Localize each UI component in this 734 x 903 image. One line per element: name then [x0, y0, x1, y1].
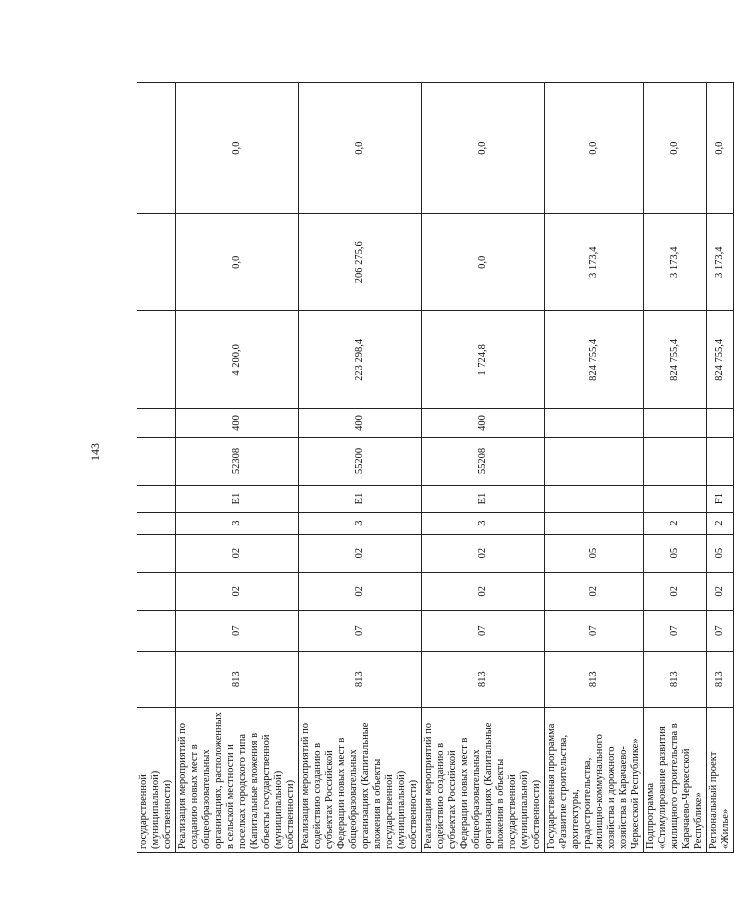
- cell-subprogram: 3: [176, 512, 299, 534]
- cell-ministry: 813: [299, 651, 422, 707]
- cell-name: Реализация мероприятий по созданию новых мест в общеобразовательных организациях, расположенных в сельской местности и поселках городского типа (Капитальные вложения в объекты государственной (муниципальной) собственности): [176, 707, 299, 852]
- cell-section: 07: [176, 610, 299, 651]
- cell-name: государственной (муниципальной) собственности): [137, 707, 176, 852]
- cell-subsection: 02: [707, 572, 734, 610]
- cell-expense-type: 400: [176, 409, 299, 437]
- cell-expense-type: 400: [422, 409, 545, 437]
- cell-subprogram: [545, 512, 644, 534]
- cell-program: [137, 534, 176, 572]
- cell-ministry: 813: [707, 651, 734, 707]
- cell-amount-2020: 0,0: [422, 214, 545, 311]
- cell-expense-type: 400: [299, 409, 422, 437]
- cell-amount-2020: 3 173,4: [707, 214, 734, 311]
- cell-amount-2021: 0,0: [545, 83, 644, 214]
- cell-project: [545, 485, 644, 512]
- cell-amount-2019: 1 724,8: [422, 311, 545, 409]
- cell-subsection: [137, 572, 176, 610]
- cell-project: [644, 485, 707, 512]
- cell-program: 05: [644, 534, 707, 572]
- cell-program: 02: [176, 534, 299, 572]
- cell-project: [137, 485, 176, 512]
- cell-project: F1: [707, 485, 734, 512]
- table-row: [176, 83, 299, 853]
- cell-direction: [707, 437, 734, 485]
- table-row: [299, 83, 422, 853]
- cell-ministry: 813: [176, 651, 299, 707]
- cell-subsection: 02: [299, 572, 422, 610]
- cell-section: 07: [299, 610, 422, 651]
- cell-amount-2020: [137, 214, 176, 311]
- cell-amount-2019: 4 200,0: [176, 311, 299, 409]
- cell-amount-2020: 206 275,6: [299, 214, 422, 311]
- cell-amount-2019: [137, 311, 176, 409]
- cell-project: Е1: [422, 485, 545, 512]
- cell-direction: 52308: [176, 437, 299, 485]
- cell-amount-2021: 0,0: [422, 83, 545, 214]
- cell-section: [137, 610, 176, 651]
- page-number: 143: [88, 443, 102, 461]
- cell-subprogram: 2: [644, 512, 707, 534]
- cell-name: Реализация мероприятий по содействию созданию в субъектах Российской Федерации новых мест в общеобразовательных организациях (Капитальные вложения в объекты государственной (муниципальной) собственности): [422, 707, 545, 852]
- table-row: [644, 83, 707, 853]
- cell-amount-2020: 0,0: [176, 214, 299, 311]
- cell-section: 07: [545, 610, 644, 651]
- table-row: [422, 83, 545, 853]
- cell-program: 05: [707, 534, 734, 572]
- cell-subsection: 02: [422, 572, 545, 610]
- cell-ministry: [137, 651, 176, 707]
- cell-direction: [644, 437, 707, 485]
- cell-direction: 55208: [422, 437, 545, 485]
- cell-amount-2019: 824 755,4: [545, 311, 644, 409]
- cell-expense-type: [545, 409, 644, 437]
- cell-section: 07: [644, 610, 707, 651]
- cell-section: 07: [422, 610, 545, 651]
- table-row: [707, 83, 734, 853]
- cell-direction: 55200: [299, 437, 422, 485]
- cell-amount-2021: 0,0: [707, 83, 734, 214]
- cell-subprogram: [137, 512, 176, 534]
- cell-name: Подпрограмма «Стимулирование развития жилищного строительства в Карачаево-Черкесской Республике»: [644, 707, 707, 852]
- cell-subprogram: 3: [422, 512, 545, 534]
- cell-name: Государственная программа «Развитие строительства, архитектуры, градостроительства, жилищно-коммунального хозяйства и дорожного хозяйства в Карачаево-Черкесской Республике»: [545, 707, 644, 852]
- cell-ministry: 813: [644, 651, 707, 707]
- cell-project: Е1: [299, 485, 422, 512]
- cell-program: 02: [422, 534, 545, 572]
- cell-direction: [545, 437, 644, 485]
- cell-direction: [137, 437, 176, 485]
- cell-subsection: 02: [545, 572, 644, 610]
- cell-amount-2021: 0,0: [644, 83, 707, 214]
- budget-table-rotated: [137, 82, 731, 853]
- budget-table: [137, 82, 734, 853]
- cell-name: Региональный проект «Жилье»: [707, 707, 734, 852]
- cell-subprogram: 2: [707, 512, 734, 534]
- cell-amount-2020: 3 173,4: [644, 214, 707, 311]
- cell-amount-2021: 0,0: [176, 83, 299, 214]
- cell-name: Реализация мероприятий по содействию созданию в субъектах Российской Федерации новых мест в общеобразовательных организациях (Капитальные вложения в объекты государственной (муниципальной) собственности): [299, 707, 422, 852]
- cell-amount-2019: 223 298,4: [299, 311, 422, 409]
- cell-subprogram: 3: [299, 512, 422, 534]
- cell-amount-2020: 3 173,4: [545, 214, 644, 311]
- cell-subsection: 02: [644, 572, 707, 610]
- cell-amount-2019: 824 755,4: [707, 311, 734, 409]
- cell-subsection: 02: [176, 572, 299, 610]
- table-row: [545, 83, 644, 853]
- table-row: [137, 83, 176, 853]
- cell-amount-2021: 0,0: [299, 83, 422, 214]
- cell-section: 07: [707, 610, 734, 651]
- cell-expense-type: [644, 409, 707, 437]
- cell-amount-2019: 824 755,4: [644, 311, 707, 409]
- cell-expense-type: [137, 409, 176, 437]
- cell-project: Е1: [176, 485, 299, 512]
- cell-ministry: 813: [422, 651, 545, 707]
- cell-ministry: 813: [545, 651, 644, 707]
- cell-amount-2021: [137, 83, 176, 214]
- cell-program: 02: [299, 534, 422, 572]
- cell-expense-type: [707, 409, 734, 437]
- cell-program: 05: [545, 534, 644, 572]
